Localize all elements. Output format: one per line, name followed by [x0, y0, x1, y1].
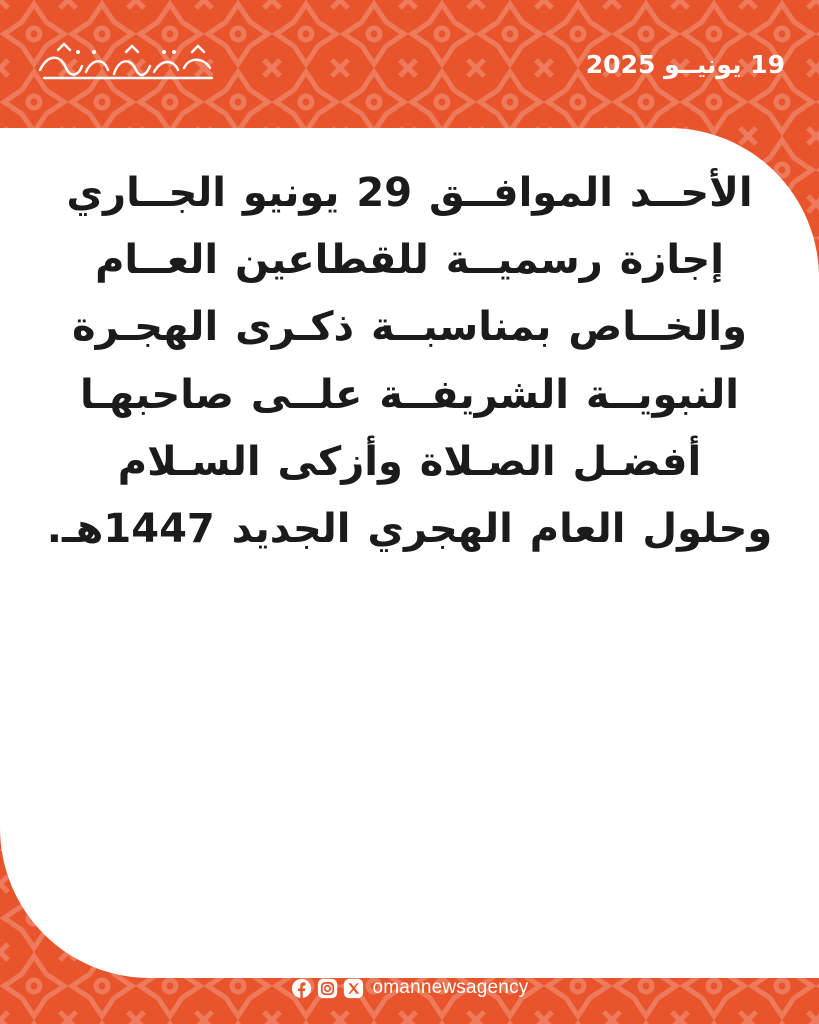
facebook-icon[interactable]	[291, 978, 312, 999]
social-icon-group	[291, 978, 364, 999]
social-handle[interactable]: omannewsagency	[372, 977, 529, 998]
x-twitter-icon[interactable]	[343, 978, 364, 999]
oman-news-agency-logo-icon	[34, 40, 224, 88]
poster-footer	[0, 952, 819, 1024]
instagram-icon[interactable]	[317, 978, 338, 999]
publication-date: 19 يونيــو 2025	[585, 49, 785, 79]
poster-header	[0, 0, 819, 128]
headline-text: الأحــد الموافــق 29 يونيو الجــاري إجازة رسميــة للقطاعين العــام والخــاص بمناسبــة ذكـرى الهجـرة النبويــة الشريفــة علــى صاحبهـا أفضـل الصـلاة وأزكى السـلام وحلول العام الهجري الجديد 1447هـ.	[46, 170, 773, 552]
